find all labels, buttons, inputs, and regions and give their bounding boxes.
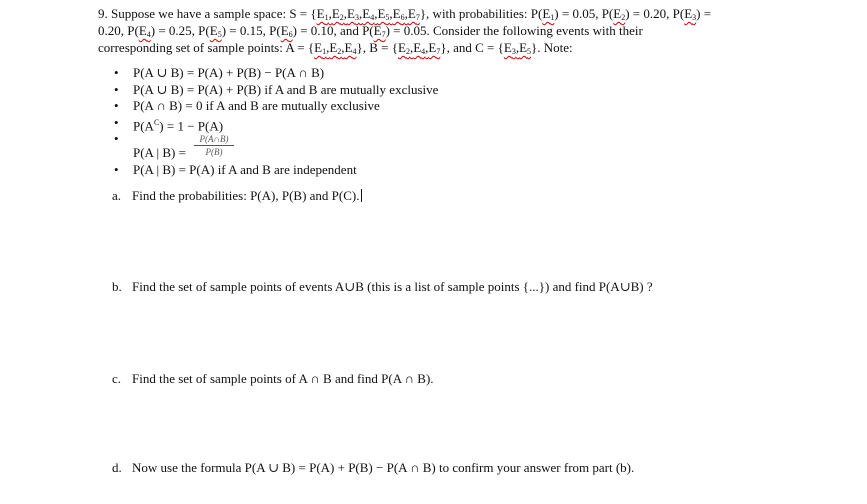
formula-notes-list [112,65,612,179]
event-c-points: $E_3,E_5$ [503,40,532,56]
note-independence: • P(A | B) = P(A) if A and B are independent [112,162,612,179]
sample-space-list: $E_1,E_2,E_3,E_4,E_5,E_6,E_7$ [316,6,420,22]
part-d [112,460,634,476]
part-b-label: b. [112,279,122,294]
event-a-points: $E_1,E_2,E_4$ [314,40,357,56]
part-a-label: a. [112,188,122,203]
problem-line-1: 9. Suppose we have a sample space: $S = \{E_1,E_2,E_3,E_4,E_5,E_6,E_7\}$, with probabilities: $P(E_1) = 0.05$, $P(E_2) = 0.20$, $P(E_3)$ = [98,6,712,22]
part-a [112,188,362,204]
problem-line-3: corresponding set of sample points: $A = \{E_1,E_2,E_4\}$, $B = \{E_2,E_4,E_7\}$, and $C = \{E_3,E_5\}$. Note: [98,40,573,56]
text-cursor [361,189,362,202]
problem-number: 9. [98,6,108,21]
note-intersection-zero: • P(A ∩ B) = 0 if A and B are mutually exclusive [112,98,612,115]
note-union-formula: • P(A ∪ B) = P(A) + P(B) − P(A ∩ B) [112,65,612,82]
problem-statement [98,5,782,56]
part-b-text: Find the set of sample points of events A∪B (this is a list of sample points {...}) and find P(A∪B) ? [132,279,653,294]
part-c [112,371,434,387]
part-b [112,279,653,295]
note-conditional-probability: • P(A | B) = $\frac{P(A\cap B)}{P(B)}$ [112,131,612,162]
note-complement: • $P(A^C) = 1 - P(A)$ [112,115,612,132]
note-union-mutually-exclusive: • P(A ∪ B) = P(A) + P(B) if A and B are mutually exclusive [112,82,612,99]
event-b-points: $E_2,E_4,E_7$ [397,40,441,56]
conditional-fraction: $\frac{P(A\cap B)}{P(B)}$ [194,134,234,157]
part-d-label: d. [112,460,122,475]
problem-line-2: 0.20, $P(E_4) = 0.25$, $P(E_5) = 0.15$, $P(E_6) = 0.10$, and $P(E_7) = 0.05$. Consider the following events with their [98,23,643,39]
part-d-text: Now use the formula P(A ∪ B) = P(A) + P(B) − P(A ∩ B) to confirm your answer from part (b). [132,460,635,475]
part-c-label: c. [112,371,122,386]
part-c-text: Find the set of sample points of A ∩ B and find P(A ∩ B). [132,371,434,386]
part-a-text: Find the probabilities: P(A), P(B) and P(C). [132,188,360,203]
